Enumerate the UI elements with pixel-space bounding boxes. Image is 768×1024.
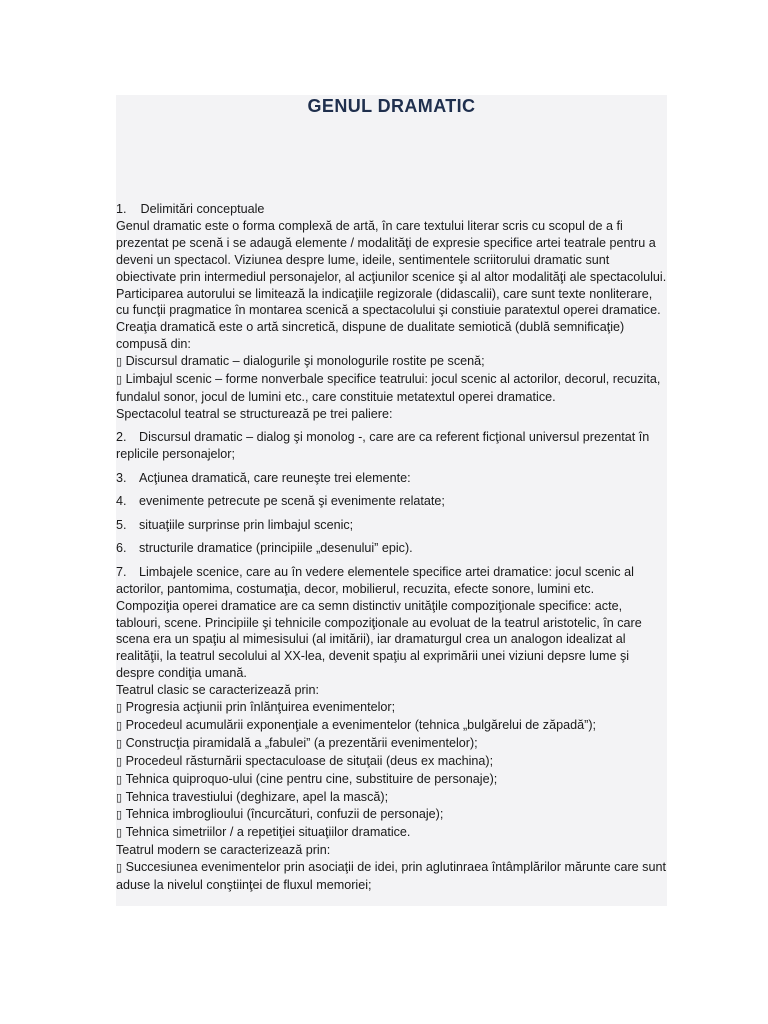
bullet-item: ▯ Tehnica simetriilor / a repetiţiei situaţiilor dramatice.	[116, 824, 667, 842]
item-number: 4.	[116, 494, 127, 509]
bullet-item: ▯ Limbajul scenic – forme nonverbale specifice teatrului: jocul scenic al actorilor, decorul, recuzita, fundalul sonor, jocul de lumini etc., care constituie metatextul operei dramatice.	[116, 371, 667, 406]
item-text: situaţiile surprinse prin limbajul scenic;	[139, 517, 354, 532]
paragraph: Teatrul modern se caracterizează prin:	[116, 843, 331, 858]
item-text: Limbajele scenice, care au în vedere elementele specifice artei dramatice: jocul scenic al actorilor, pantomima, costumaţia, decor, mobilierul, recuzita, efecte sonore, lumini etc.	[116, 564, 634, 596]
numbered-item	[116, 517, 667, 534]
bullet-item: ▯ Procedeul răsturnării spectaculoase de situţaii (deus ex machina);	[116, 753, 667, 771]
bullet-item: ▯ Tehnica travestiului (deghizare, apel la mască);	[116, 789, 667, 807]
item-number: 2.	[116, 430, 127, 445]
item-number: 7.	[116, 564, 127, 579]
bullet-item: ▯ Procedeul acumulării exponenţiale a evenimentelor (tehnica „bulgărelui de zăpadă”);	[116, 717, 667, 735]
paragraph: Genul dramatic este o forma complexă de artă, în care textului literar scris cu scopul de a fi prezentat pe scenă i se adaugă elemente / modalităţi de expresie specifice artei teatrale pentru a deveni un spectacol. Viziunea despre lume, ideile, sentimentele scriitorului dramatic sunt obiectivate prin intermediul personajelor, al acţiunilor scenice şi al altor modalităţi ale spectacolului. Participarea autorului se limitează la indicaţiile regizorale (didascalii), care sunt texte nonliterare, cu funcţii pragmatice în montarea scenică a spectacolului şi constiuie paratextul operei dramatice.	[116, 218, 667, 318]
bullet-item: ▯ Tehnica quiproquo-ului (cine pentru cine, substituire de personaje);	[116, 771, 667, 789]
bullet-item: ▯ Discursul dramatic – dialogurile şi monologurile rostite pe scenă;	[116, 353, 667, 371]
item-text: evenimente petrecute pe scenă şi evenimente relatate;	[139, 494, 445, 509]
numbered-item	[116, 493, 667, 510]
numbered-item	[116, 429, 667, 463]
bullet-item: ▯ Succesiunea evenimentelor prin asociaţii de idei, prin aglutinraea întâmplărilor mărunte care sunt aduse la nivelul conştiinţei de fluxul memoriei;	[116, 859, 667, 894]
paragraph: Creaţia dramatică este o artă sincretică, dispune de dualitate semiotică (dublă semnificaţie) compusă din:	[116, 320, 625, 352]
paragraph: Spectacolul teatral se structurează pe trei paliere:	[116, 406, 393, 421]
item-number: 3.	[116, 470, 127, 485]
numbered-item	[116, 564, 667, 598]
item-text: Discursul dramatic – dialog şi monolog -, care are ca referent ficţional universul prezentat în replicile personajelor;	[116, 430, 650, 462]
item-number: 5.	[116, 517, 127, 532]
item-text: Acţiunea dramatică, care reuneşte trei elemente:	[139, 470, 411, 485]
document-page	[116, 95, 667, 906]
section-heading: 1. Delimitări conceptuale	[116, 202, 265, 216]
bullet-item: ▯ Tehnica imbroglioului (încurcături, confuzii de personaje);	[116, 806, 667, 824]
document-body	[116, 201, 667, 894]
numbered-item	[116, 470, 667, 487]
paragraph: Teatrul clasic se caracterizează prin:	[116, 683, 319, 698]
bullet-item: ▯ Progresia acţiunii prin înlănţuirea evenimentelor;	[116, 699, 667, 717]
bullet-item: ▯ Construcţia piramidală a „fabulei” (a prezentării evenimentelor);	[116, 735, 667, 753]
item-number: 6.	[116, 541, 127, 556]
item-text: structurile dramatice (principiile „desenului” epic).	[139, 541, 413, 556]
numbered-item	[116, 540, 667, 557]
paragraph: Compoziţia operei dramatice are ca semn distinctiv unităţile compoziţionale specifice: acte, tablouri, scene. Principiile şi tehnicile compoziţionale au evoluat de la teatrul aristotelic, în care scena era un spaţiu al mimesisului (al imitării), iar dramaturgul crea un analogon idealizat al realităţii, la teatrul secolului al XX-lea, devenit spaţiu al exprimării unei viziuni depsre lume şi despre condiţia umană.	[116, 598, 642, 681]
document-title: GENUL DRAMATIC	[307, 96, 476, 116]
